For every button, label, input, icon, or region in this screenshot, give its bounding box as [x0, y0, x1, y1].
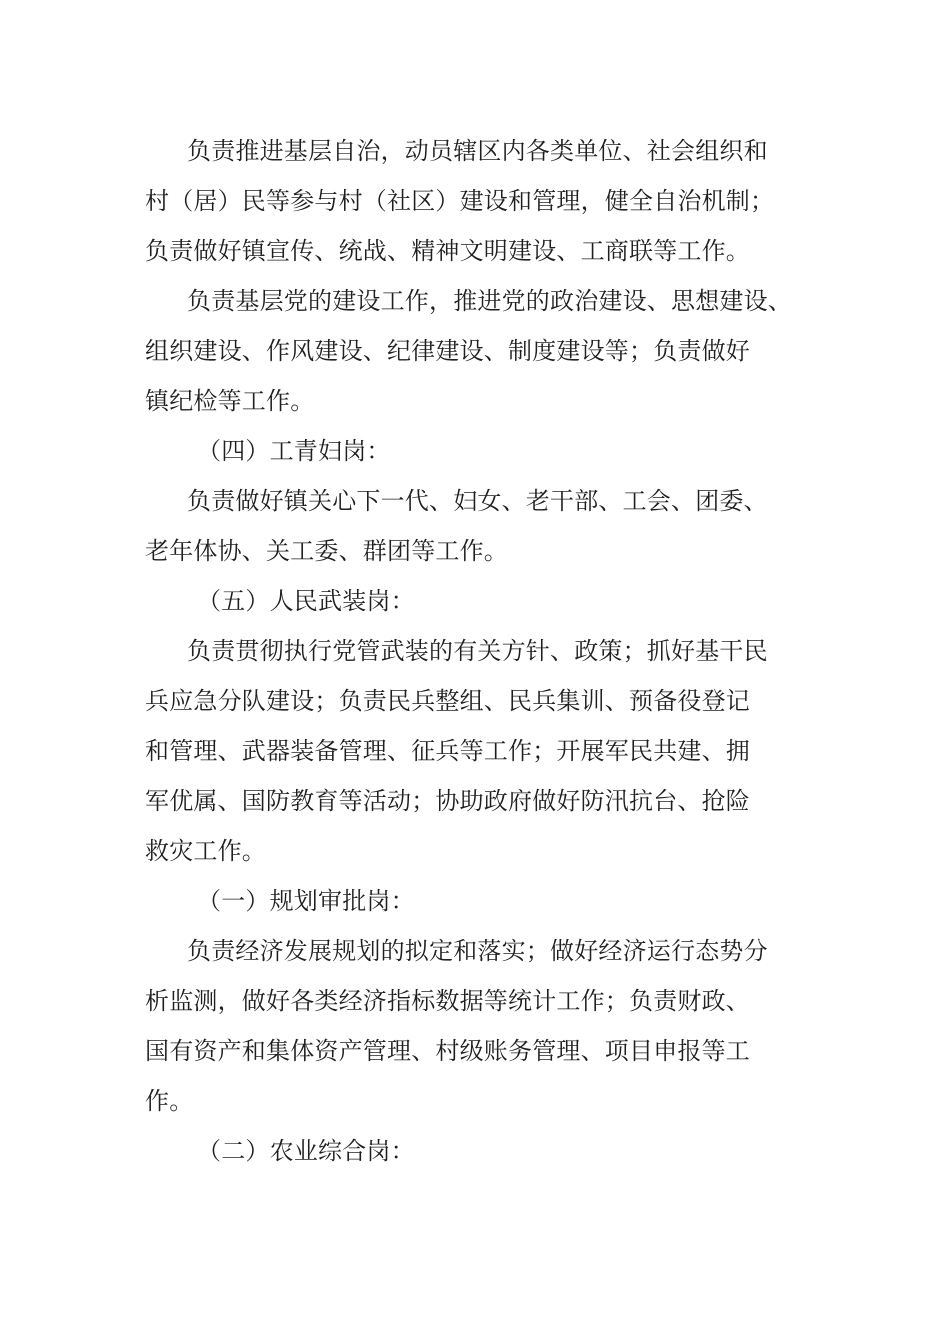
paragraph-line: 组织建设、作风建设、纪律建设、制度建设等；负责做好 — [145, 337, 750, 365]
paragraph-line: 负责做好镇关心下一代、妇女、老干部、工会、团委、 — [187, 487, 768, 515]
paragraph-line: 国有资产和集体资产管理、村级账务管理、项目申报等工 — [145, 1037, 750, 1065]
paragraph-line: 负责基层党的建设工作，推进党的政治建设、思想建设、 — [187, 287, 792, 315]
paragraph-line: 负责推进基层自治，动员辖区内各类单位、社会组织和 — [187, 137, 768, 165]
paragraph-line: 负责贯彻执行党管武装的有关方针、政策；抓好基干民 — [187, 637, 768, 665]
paragraph-line: 救灾工作。 — [145, 837, 266, 865]
paragraph-line: 军优属、国防教育等活动；协助政府做好防汛抗台、抢险 — [145, 787, 750, 815]
paragraph-line: 负责经济发展规划的拟定和落实；做好经济运行态势分 — [187, 937, 768, 965]
paragraph-line: 析监测，做好各类经济指标数据等统计工作；负责财政、 — [145, 987, 750, 1015]
section-heading: （一）规划审批岗： — [197, 887, 415, 915]
paragraph-line: 作。 — [145, 1087, 194, 1115]
paragraph-line: 兵应急分队建设；负责民兵整组、民兵集训、预备役登记 — [145, 687, 750, 715]
paragraph-line: 镇纪检等工作。 — [145, 387, 315, 415]
section-heading: （二）农业综合岗： — [197, 1137, 415, 1165]
section-heading: （五）人民武装岗： — [197, 587, 415, 615]
paragraph-line: 老年体协、关工委、群团等工作。 — [145, 537, 508, 565]
paragraph-line: 村（居）民等参与村（社区）建设和管理，健全自治机制； — [145, 187, 775, 215]
section-heading: （四）工青妇岗： — [197, 437, 391, 465]
paragraph-line: 负责做好镇宣传、统战、精神文明建设、工商联等工作。 — [145, 237, 750, 265]
paragraph-line: 和管理、武器装备管理、征兵等工作；开展军民共建、拥 — [145, 737, 750, 765]
